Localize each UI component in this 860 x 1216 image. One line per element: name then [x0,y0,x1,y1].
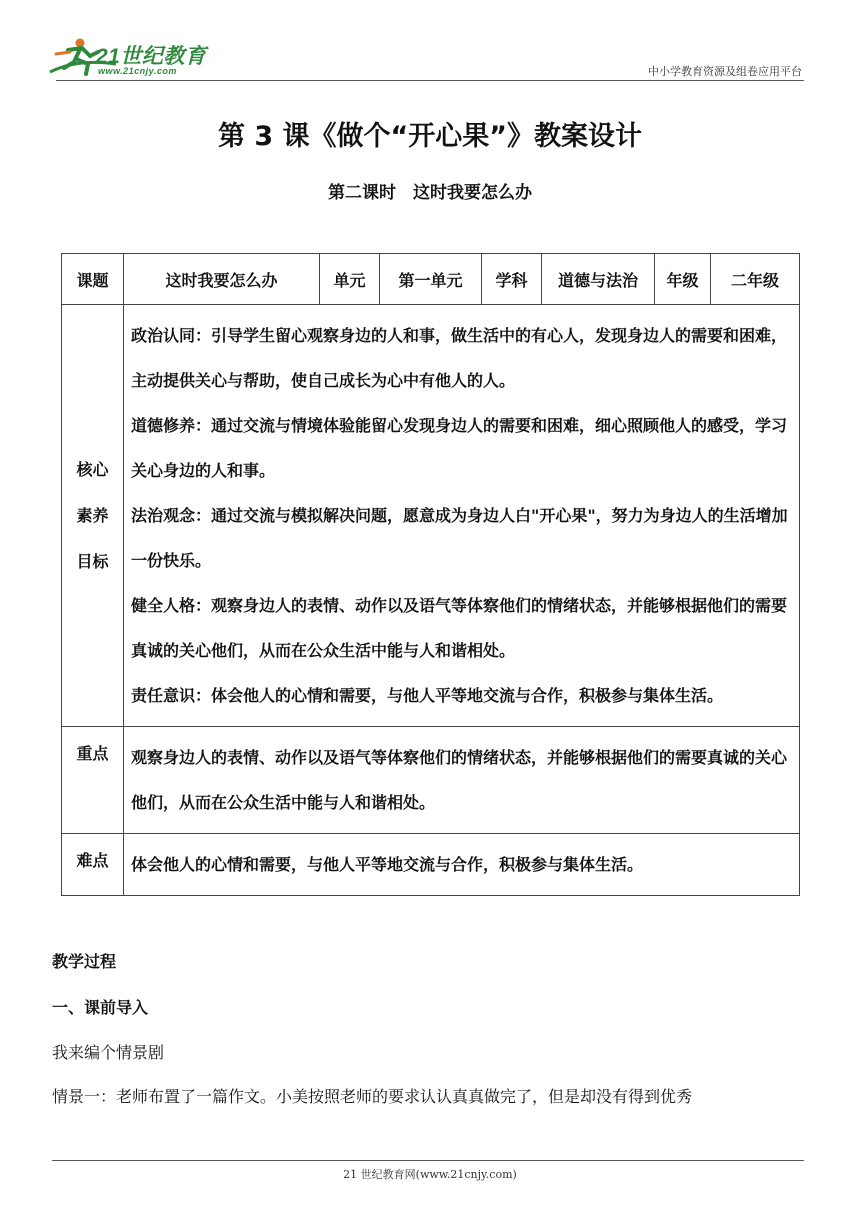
logo-text: 21世纪教育 [96,45,207,68]
key-point-row [62,727,800,834]
header-divider [56,80,804,81]
goal-moral: 道德修养：通过交流与情境体验能留心发现身边人的需要和困难，细心照顾他人的感受，学习关心身边的人和事。 [131,416,788,480]
subject-label: 学科 [482,254,542,305]
logo-url: www.21cnjy.com [98,66,177,76]
page-title: 第 3 课《做个“开心果”》教案设计 [217,121,643,152]
grade-value: 二年级 [711,254,800,305]
lesson-plan-table [61,253,800,896]
topic-value: 这时我要怎么办 [124,254,320,305]
unit-label: 单元 [320,254,380,305]
body-line-1: 我来编个情景剧 [52,1043,165,1062]
core-goals-content [124,305,800,727]
goal-responsibility: 责任意识：体会他人的心情和需要，与他人平等地交流与合作，积极参与集体生活。 [131,686,724,705]
difficulty-label: 难点 [62,834,124,896]
table-header-row [62,254,800,305]
page-subtitle: 第二课时 这时我要怎么办 [328,183,532,203]
key-point-content: 观察身边人的表情、动作以及语气等体察他们的情绪状态，并能够根据他们的需要真诚的关心他们，从而在公众生活中能与人和谐相处。 [124,727,800,834]
grade-label: 年级 [655,254,711,305]
footer-divider [52,1160,804,1161]
unit-value: 第一单元 [380,254,482,305]
body-line-2: 情景一：老师布置了一篇作文。小美按照老师的要求认认真真做完了，但是却没有得到优秀 [52,1087,693,1106]
subject-value: 道德与法治 [542,254,655,305]
goal-law: 法治观念：通过交流与模拟解决问题，愿意成为身边人白"开心果"，努力为身边人的生活增加一份快乐。 [131,506,788,570]
difficulty-row [62,834,800,896]
goal-personality: 健全人格：观察身边人的表情、动作以及语气等体察他们的情绪状态，并能够根据他们的需要真诚的关心他们，从而在公众生活中能与人和谐相处。 [131,596,788,660]
process-heading: 教学过程 [52,952,117,971]
platform-label: 中小学教育资源及组卷应用平台 [648,65,802,78]
key-point-label: 重点 [62,727,124,834]
section-heading: 一、课前导入 [52,998,149,1017]
topic-label: 课题 [62,254,124,305]
difficulty-content: 体会他人的心情和需要，与他人平等地交流与合作，积极参与集体生活。 [124,834,800,896]
core-goals-label: 核心 素养 目标 [62,305,124,727]
footer-text: 21 世纪教育网(www.21cnjy.com) [343,1168,517,1181]
core-goals-row [62,305,800,727]
goal-political: 政治认同：引导学生留心观察身边的人和事，做生活中的有心人，发现身边人的需要和困难，主动提供关心与帮助，使自己成长为心中有他人的人。 [131,326,788,390]
